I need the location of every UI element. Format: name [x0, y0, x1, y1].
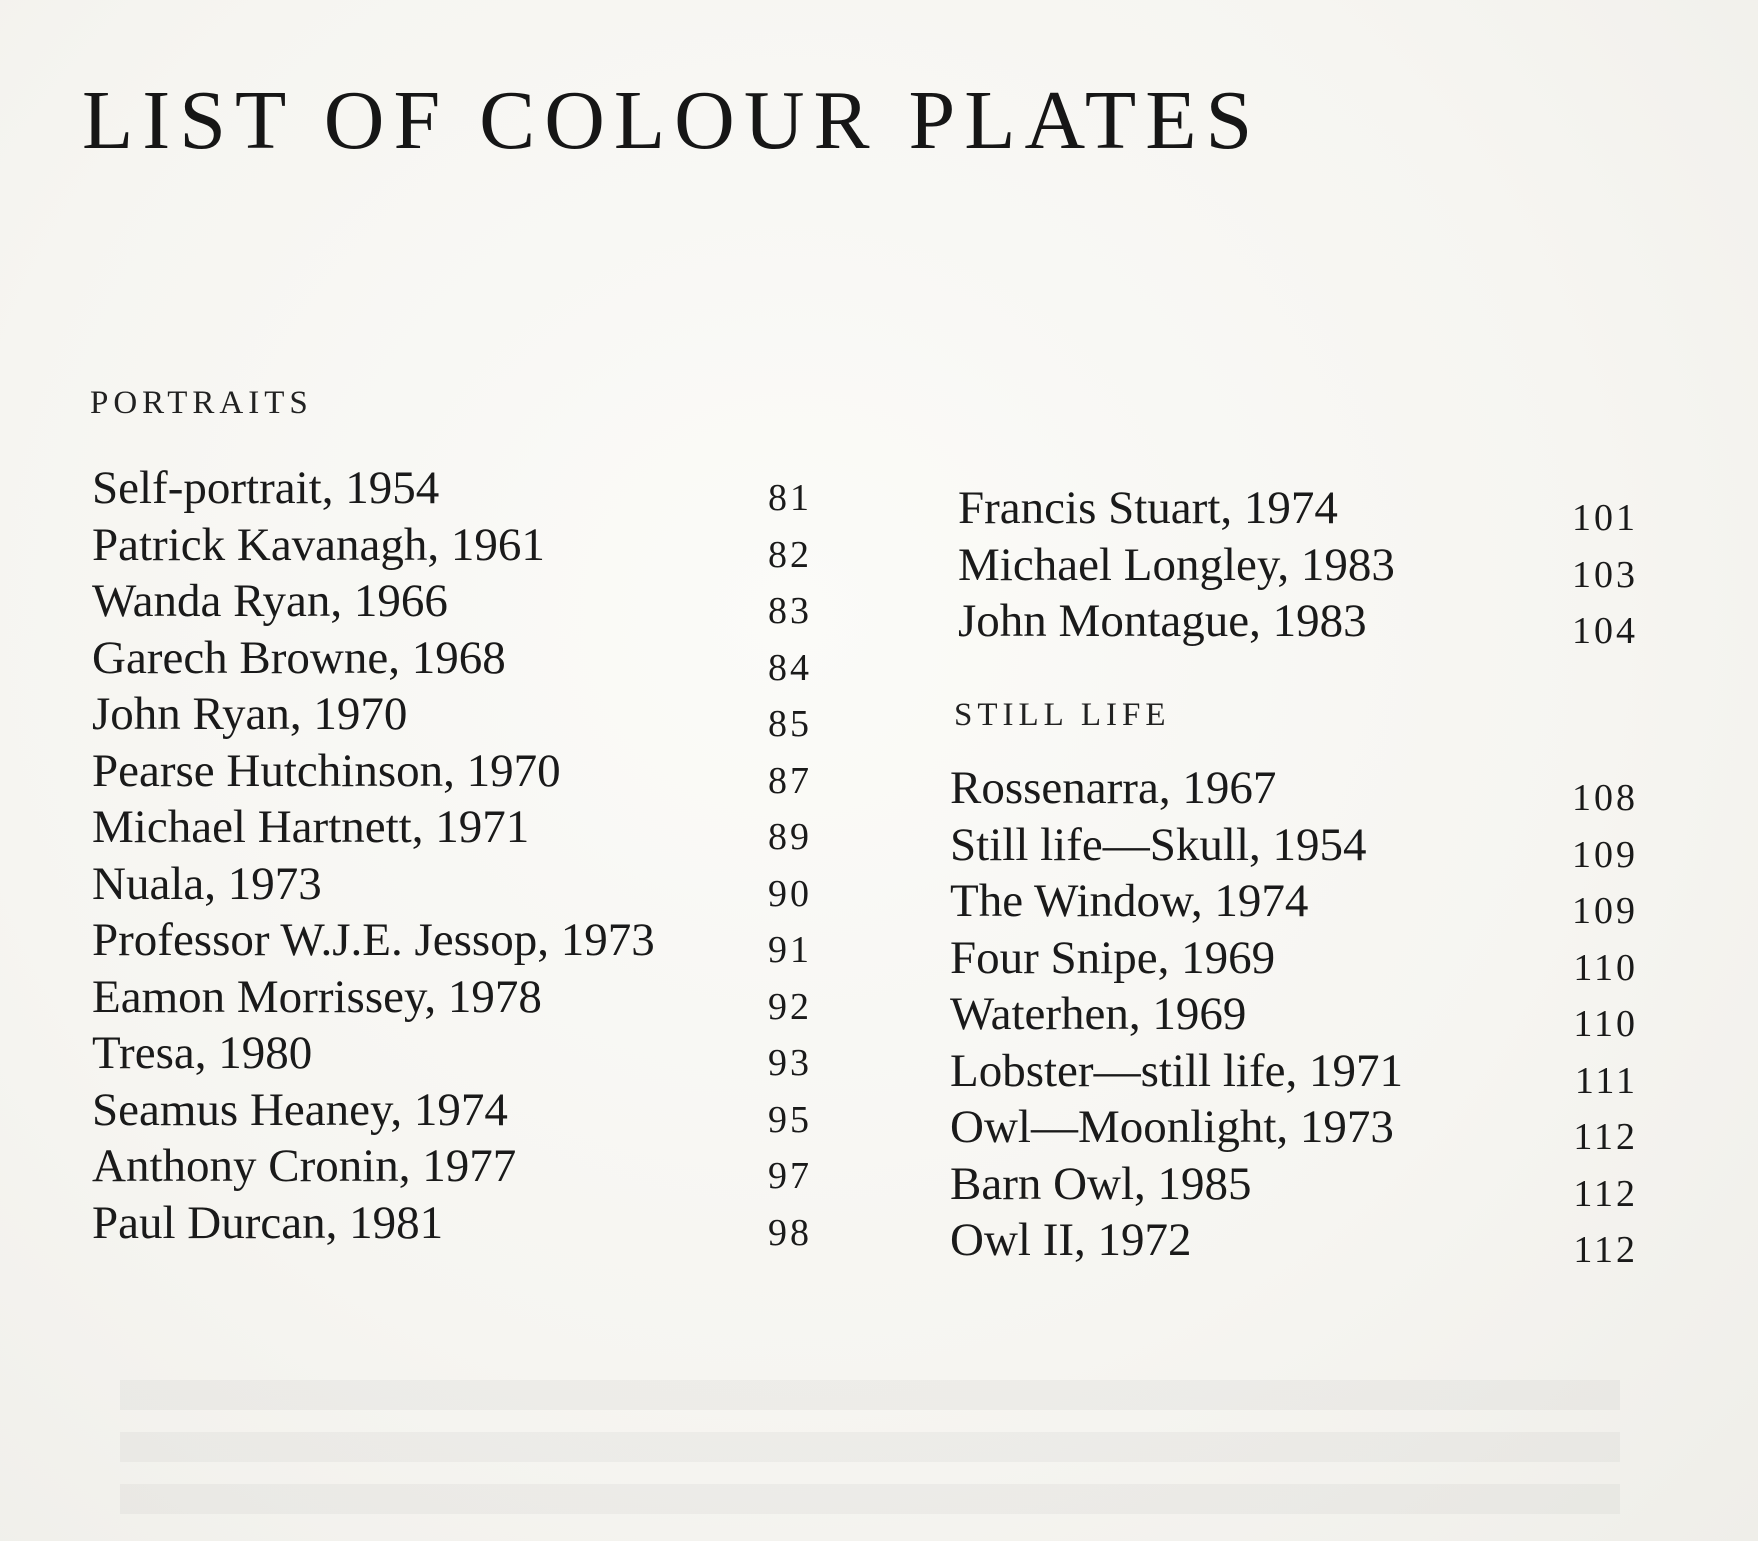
- plate-entry: [92, 686, 812, 743]
- plate-title: Michael Hartnett, 1971: [92, 801, 530, 853]
- plate-entry: [92, 912, 812, 969]
- show-through-text: [120, 1380, 1620, 1520]
- plate-page-number: 91: [768, 929, 812, 971]
- plate-title: Rossenarra, 1967: [950, 762, 1277, 814]
- portraits-list: [92, 460, 812, 1254]
- plate-page-number: 87: [768, 759, 812, 802]
- plate-entry: [950, 760, 1638, 817]
- plate-page-number: 98: [768, 1211, 812, 1254]
- section-heading-portraits: PORTRAITS: [90, 385, 313, 421]
- plate-page-number: 89: [768, 816, 812, 858]
- plate-entry: [950, 873, 1638, 930]
- portraits-list-continued: [958, 480, 1638, 650]
- plate-title: Anthony Cronin, 1977: [92, 1140, 517, 1192]
- plate-entry: [92, 573, 812, 630]
- plate-page-number: 85: [768, 703, 812, 745]
- plate-title: Lobster—still life, 1971: [950, 1044, 1403, 1097]
- plate-title: Patrick Kavanagh, 1961: [92, 518, 545, 571]
- plate-title: Seamus Heaney, 1974: [92, 1083, 508, 1136]
- plate-title: Garech Browne, 1968: [92, 631, 506, 684]
- plate-title: Michael Longley, 1983: [958, 538, 1395, 591]
- plate-entry: [92, 460, 812, 517]
- plate-entry: [92, 799, 812, 856]
- plate-title: Owl II, 1972: [950, 1214, 1192, 1266]
- plate-entry: [950, 1099, 1638, 1156]
- plate-entry: [958, 593, 1638, 650]
- plate-page-number: 97: [768, 1155, 812, 1197]
- plate-page-number: 92: [768, 985, 812, 1028]
- plate-title: Eamon Morrissey, 1978: [92, 970, 542, 1023]
- plate-page-number: 82: [768, 533, 812, 576]
- plate-entry: [92, 1025, 812, 1082]
- plate-entry: [950, 1156, 1638, 1213]
- plate-title: Wanda Ryan, 1966: [92, 575, 448, 627]
- plate-entry: [92, 743, 812, 800]
- plate-page-number: 112: [1573, 1229, 1638, 1271]
- plate-page-number: 95: [768, 1098, 812, 1141]
- plate-title: Nuala, 1973: [92, 857, 322, 910]
- plate-page-number: 109: [1572, 890, 1638, 932]
- page-title: LIST OF COLOUR PLATES: [82, 74, 1262, 167]
- plate-page-number: 109: [1572, 833, 1638, 876]
- plate-title: Owl—Moonlight, 1973: [950, 1101, 1394, 1153]
- plate-page-number: 112: [1573, 1116, 1638, 1158]
- plate-title: Paul Durcan, 1981: [92, 1196, 444, 1249]
- plate-page-number: 81: [768, 477, 812, 519]
- plate-title: John Montague, 1983: [958, 595, 1367, 647]
- plate-page-number: 101: [1572, 497, 1638, 539]
- plate-entry: [950, 930, 1638, 987]
- plate-title: John Ryan, 1970: [92, 688, 408, 740]
- plate-page-number: 103: [1572, 553, 1638, 596]
- plate-page-number: 83: [768, 590, 812, 632]
- plate-title: Francis Stuart, 1974: [958, 482, 1338, 534]
- plate-page-number: 112: [1573, 1172, 1638, 1215]
- plate-title: Waterhen, 1969: [950, 988, 1247, 1040]
- plate-entry: [950, 817, 1638, 874]
- plate-title: Pearse Hutchinson, 1970: [92, 744, 561, 797]
- plate-title: Still life—Skull, 1954: [950, 818, 1367, 871]
- plate-page-number: 93: [768, 1042, 812, 1084]
- plate-entry: [92, 630, 812, 687]
- plate-entry: [92, 1082, 812, 1139]
- plate-entry: [92, 1195, 812, 1252]
- plate-entry: [92, 517, 812, 574]
- plate-entry: [950, 986, 1638, 1043]
- plate-title: Professor W.J.E. Jessop, 1973: [92, 914, 655, 966]
- plate-title: The Window, 1974: [950, 875, 1309, 927]
- plate-entry: [950, 1212, 1638, 1269]
- section-heading-still-life: STILL LIFE: [954, 697, 1171, 733]
- plate-entry: [958, 537, 1638, 594]
- plate-entry: [950, 1043, 1638, 1100]
- plate-page-number: 110: [1573, 1003, 1638, 1045]
- still-life-list: [950, 760, 1638, 1269]
- plate-title: Four Snipe, 1969: [950, 931, 1276, 984]
- plate-page-number: 90: [768, 872, 812, 915]
- plate-page-number: 111: [1574, 1059, 1638, 1102]
- plate-page-number: 104: [1572, 610, 1638, 652]
- plate-page-number: 110: [1573, 946, 1638, 989]
- plate-page-number: 84: [768, 646, 812, 689]
- plate-page-number: 108: [1572, 777, 1638, 819]
- plate-title: Barn Owl, 1985: [950, 1157, 1252, 1210]
- plate-entry: [92, 856, 812, 913]
- plate-title: Self-portrait, 1954: [92, 462, 440, 514]
- plate-entry: [92, 969, 812, 1026]
- plate-entry: [92, 1138, 812, 1195]
- plate-entry: [958, 480, 1638, 537]
- plate-title: Tresa, 1980: [92, 1027, 313, 1079]
